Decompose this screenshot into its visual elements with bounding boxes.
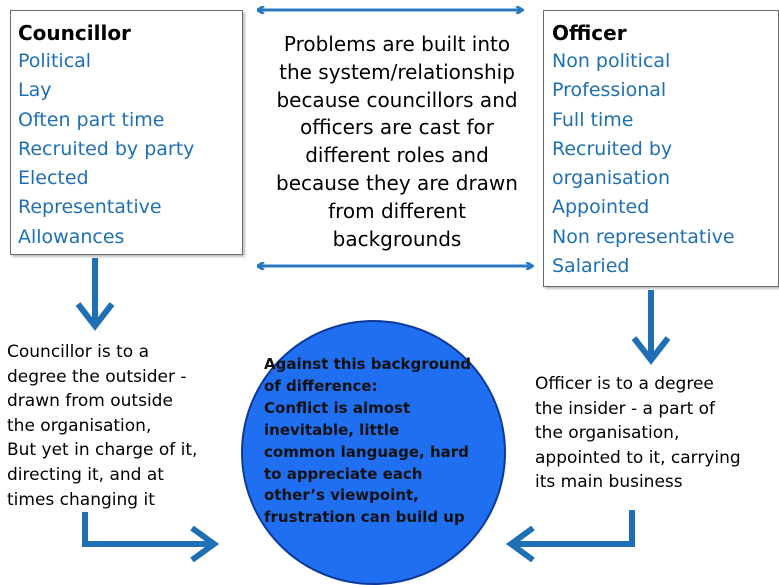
conflict-circle-text [264, 354, 504, 529]
right-note-line: Officer is to a degree [535, 374, 714, 394]
center-line: from different [328, 198, 466, 223]
right-note-line: its main business [535, 472, 683, 493]
center-line: the system/relationship [279, 59, 515, 84]
left-bent-arrow [85, 512, 214, 560]
councillor-box [10, 10, 243, 255]
center-line: backgrounds [332, 226, 462, 251]
right-note-line: appointed to it, carrying [535, 447, 741, 468]
councillor-outsider-note [7, 340, 242, 512]
officer-item: Non representative [552, 225, 735, 248]
center-line: officers are cast for [300, 115, 494, 140]
right-down-arrow [634, 290, 668, 360]
circle-line: common language, hard [264, 442, 469, 461]
circle-line: Conflict is almost [264, 398, 411, 417]
right-note-line: the insider - a part of [535, 398, 716, 419]
circle-line: Against this background [264, 355, 472, 373]
circle-line: frustration can build up [264, 508, 465, 527]
officer-item: Full time [552, 108, 634, 131]
councillor-item: Elected [18, 167, 89, 190]
officer-title: Officer [552, 21, 627, 45]
officer-item: organisation [552, 167, 671, 190]
councillor-item: Political [18, 50, 92, 72]
center-line: because they are drawn [276, 170, 518, 195]
circle-line: other’s viewpoint, [264, 486, 419, 505]
officer-list [552, 47, 778, 281]
center-statement [262, 31, 532, 253]
councillor-item: Lay [18, 79, 52, 102]
center-line: because councillors and [276, 87, 518, 112]
center-line: Problems are built into [283, 32, 511, 56]
circle-line: inevitable, little [264, 420, 400, 439]
councillor-title: Councillor [18, 21, 131, 45]
councillor-list [18, 47, 242, 252]
right-note-line: the organisation, [535, 423, 680, 444]
councillor-item: Often part time [18, 108, 165, 131]
left-note-line: the organisation, [7, 415, 152, 436]
left-note-line: times changing it [7, 489, 155, 510]
left-note-line: Councillor is to a [7, 342, 150, 362]
left-note-line: directing it, and at [7, 464, 164, 485]
officer-box [543, 10, 779, 287]
circle-line: to appreciate each [264, 464, 423, 483]
left-note-line: drawn from outside [7, 391, 173, 412]
center-line: different roles and [305, 143, 489, 168]
councillor-item: Representative [18, 196, 162, 219]
left-note-line: degree the outsider - [7, 366, 187, 387]
left-down-arrow [78, 258, 112, 326]
councillor-item: Allowances [18, 225, 125, 248]
officer-item: Professional [552, 79, 667, 102]
officer-item: Non political [552, 50, 671, 72]
officer-item: Salaried [552, 255, 630, 278]
right-bent-arrow [511, 510, 632, 560]
officer-insider-note [535, 372, 775, 495]
officer-item: Recruited by [552, 137, 673, 160]
circle-line: of difference: [264, 376, 378, 395]
left-note-line: But yet in charge of it, [7, 440, 198, 461]
officer-item: Appointed [552, 196, 650, 219]
councillor-item: Recruited by party [18, 137, 195, 160]
